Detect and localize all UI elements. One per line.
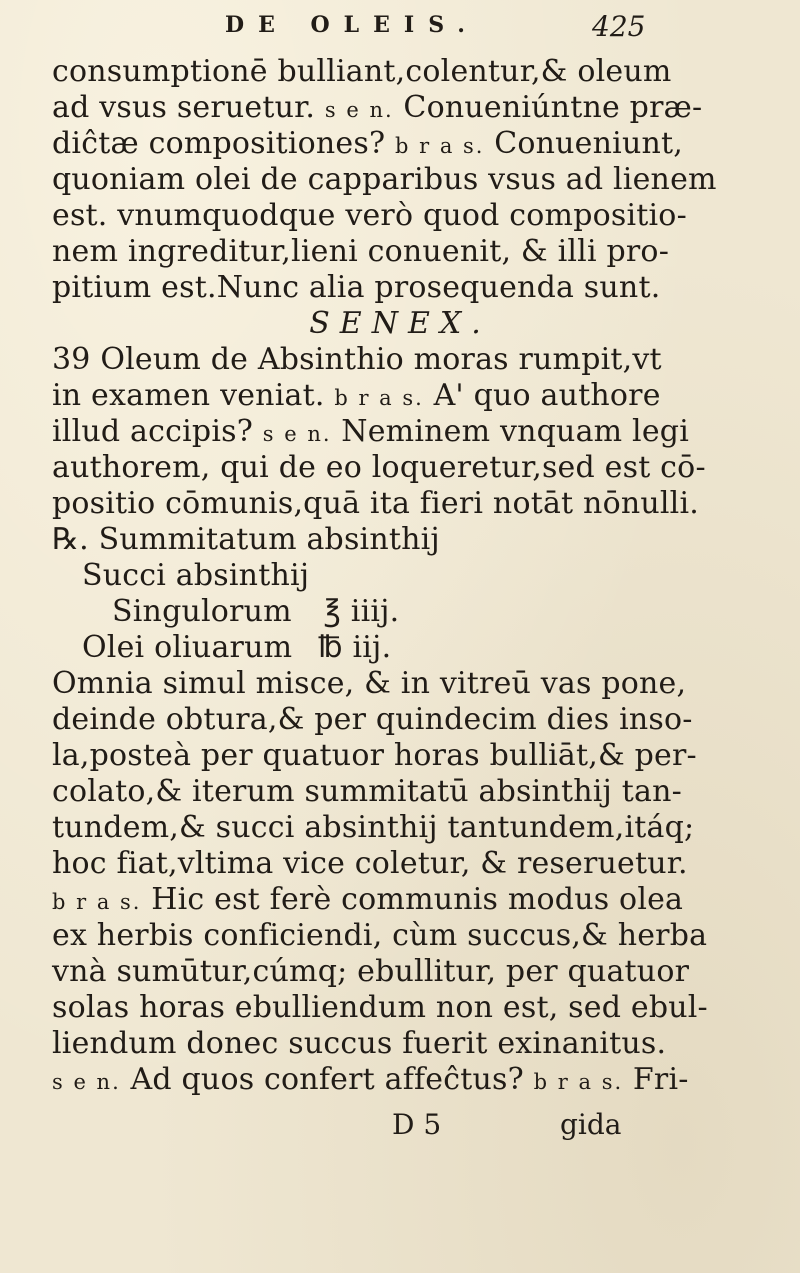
recipe-line: ℞. Summitatum absinthij [52,522,440,557]
text-line: 39 Oleum de Absinthio moras rumpit,vt [52,342,662,377]
text-line: pitium est.Nunc alia prosequenda sunt. [52,270,661,305]
text-line: ad vsus seruetur. s e n. Conueniúntne præ- [52,90,703,125]
text-line: illud accipis? s e n. Neminem vnquam legi [52,414,689,449]
text-line: nem ingreditur,lieni conuenit, & illi pro- [52,234,670,269]
speaker-label: b r a s. [334,386,424,410]
speaker-label: s e n. [262,422,332,446]
speaker-label: s e n. [324,98,394,122]
text-line: liendum donec succus fuerit exinanitus. [52,1026,667,1061]
text-line: tundem,& succi absinthij tantundem,itáq; [52,810,695,845]
text-line: diĉtæ compositiones? b r a s. Conueniunt, [52,126,683,161]
speaker-label: s e n. [52,1070,121,1094]
speaker-heading: SENEX. [309,306,491,341]
text-line: solas horas ebulliendum non est, sed ebul- [52,990,708,1025]
dose-ounce: ℥ iiij. [323,594,400,629]
text-line: ex herbis conficiendi, cùm succus,& herba [52,918,708,953]
text-line: consumptionē bulliant,colentur,& oleum [52,54,672,89]
text-line: in examen veniat. b r a s. A' quo authore [52,378,661,413]
text-line: colato,& iterum summitatū absinthij tan- [52,774,682,809]
speaker-label: b r a s. [394,134,485,158]
dose-pound: ℔ iij. [318,630,392,665]
text-line: deinde obtura,& per quindecim dies inso- [52,702,693,737]
section-number: 39 [52,342,91,377]
text-line: Omnia simul misce, & in vitreū vas pone, [52,666,687,701]
recipe-line: Singulorum ℥ iiij. [112,594,400,629]
running-head [0,10,800,50]
text-line: vnà sumūtur,cúmq; ebullitur, per quatuor [52,954,690,989]
recipe-symbol: ℞. [52,522,89,557]
text-line: hoc fiat,vltima vice coletur, & reseruetur. [52,846,688,881]
text-line: la,posteà per quatuor horas bulliāt,& per- [52,738,697,773]
text-line: b r a s. Hic est ferè communis modus olea [52,882,684,917]
text-line: est. vnumquodque verò quod compositio- [52,198,687,233]
catchword: gida [560,1108,622,1141]
text-line: quoniam olei de capparibus vsus ad lienem [52,162,717,197]
text-line: authorem, qui de eo loqueretur,sed est cō- [52,450,706,485]
running-title: DE OLEIS. [225,12,479,38]
signature-mark: D 5 [392,1108,442,1141]
text-line: s e n. Ad quos confert affeĉtus? b r a s. Fri- [52,1062,689,1097]
recipe-line: Olei oliuarum ℔ iij. [82,630,392,665]
speaker-label: b r a s. [52,890,142,914]
speaker-label: b r a s. [533,1070,624,1094]
recipe-line: Succi absinthij [82,558,310,593]
page-number: 425 [592,10,646,43]
text-line: positio cōmunis,quā ita fieri notāt nōnulli. [52,486,699,521]
